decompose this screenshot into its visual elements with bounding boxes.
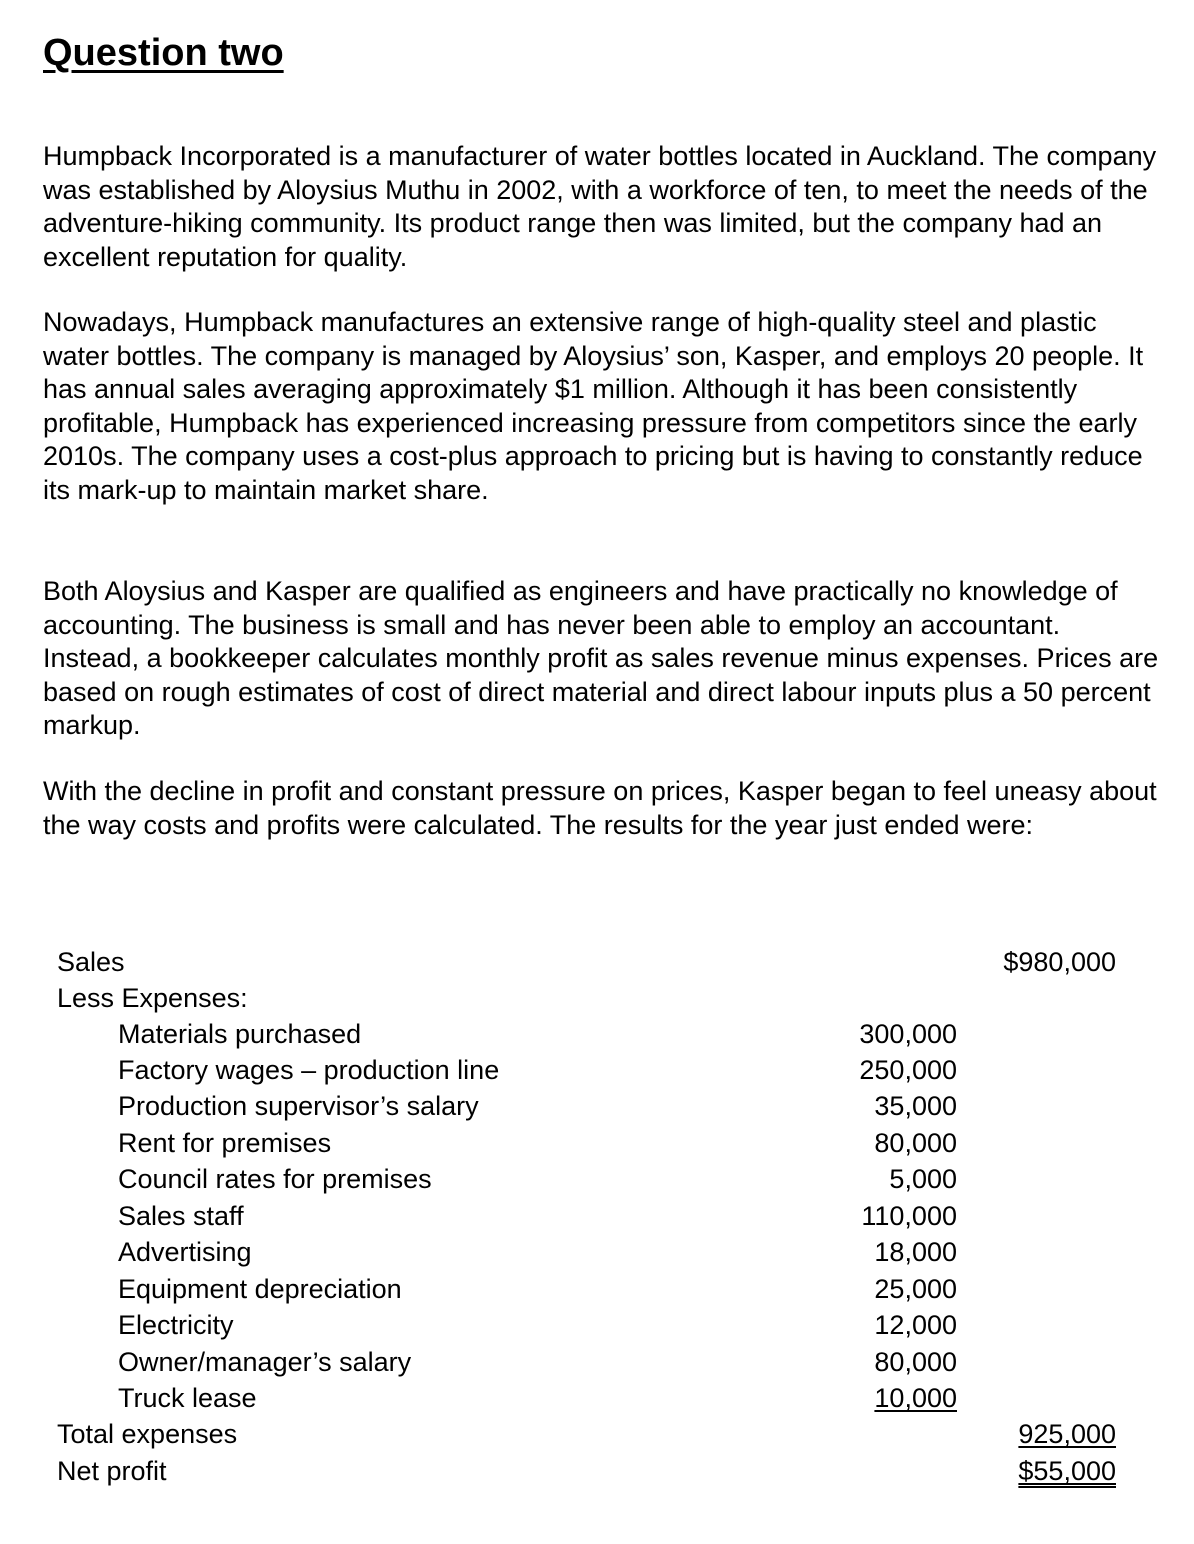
expense-label: Owner/manager’s salary	[118, 1347, 412, 1377]
expense-value: 80,000	[874, 1128, 957, 1158]
expense-value: 300,000	[859, 1019, 957, 1049]
expense-label: Electricity	[118, 1310, 234, 1340]
net-profit-label: Net profit	[57, 1456, 167, 1486]
paragraph-results-intro: With the decline in profit and constant pressure on prices, Kasper began to feel uneasy about the way costs and profits were calculated. The results for the year just ended were:	[43, 776, 1157, 840]
expense-label: Rent for premises	[118, 1128, 332, 1158]
expense-row	[0, 1234, 1194, 1270]
paragraph-current-situation: Nowadays, Humpback manufactures an extensive range of high-quality steel and plastic water bottles. The company is managed by Aloysius’ son, Kasper, and employs 20 people. It has annual sales averaging approximately $1 million. Although it has been consistently profitable, Humpback has experienced increasing pressure from competitors since the early 2010s. The company uses a cost-plus approach to pricing but is having to constantly reduce its mark-up to maintain market share.	[43, 307, 1144, 505]
total-expenses-value: 925,000	[1018, 1419, 1116, 1449]
expense-label: Materials purchased	[118, 1019, 362, 1049]
less-expenses-row	[0, 980, 1194, 1016]
sales-label: Sales	[57, 947, 125, 977]
expense-label: Production supervisor’s salary	[118, 1091, 479, 1121]
expense-value: 5,000	[889, 1164, 957, 1194]
expense-value: 250,000	[859, 1055, 957, 1085]
expense-value: 25,000	[874, 1274, 957, 1304]
paragraph-company-background: Humpback Incorporated is a manufacturer of water bottles located in Auckland. The company was established by Aloysius Muthu in 2002, with a workforce of ten, to meet the needs of the adventure-hiking community. Its product range then was limited, but the company had an excellent reputation for quality.	[43, 141, 1157, 272]
expense-label: Council rates for premises	[118, 1164, 432, 1194]
net-profit-value: $55,000	[1018, 1456, 1116, 1486]
expense-row	[0, 1161, 1194, 1197]
net-profit-row	[0, 1453, 1194, 1489]
total-expenses-row	[0, 1416, 1194, 1452]
expense-label: Equipment depreciation	[118, 1274, 402, 1304]
sales-value: $980,000	[1003, 947, 1116, 977]
expense-value: 110,000	[861, 1201, 957, 1231]
expense-row	[0, 1125, 1194, 1161]
expense-row	[0, 1198, 1194, 1234]
total-expenses-label: Total expenses	[57, 1419, 238, 1449]
paragraph-accounting-knowledge: Both Aloysius and Kasper are qualified as engineers and have practically no knowledge of accounting. The business is small and has never been able to employ an accountant. Instead, a bookkeeper calculates monthly profit as sales revenue minus expenses. Prices are based on rough estimates of cost of direct material and direct labour inputs plus a 50 percent markup.	[43, 576, 1159, 740]
sales-row	[0, 944, 1194, 980]
expense-value: 12,000	[874, 1310, 957, 1340]
expense-row	[0, 1380, 1194, 1416]
expense-row	[0, 1307, 1194, 1343]
expense-row	[0, 1052, 1194, 1088]
expense-label: Factory wages – production line	[118, 1055, 500, 1085]
expense-value: 18,000	[874, 1237, 957, 1267]
less-expenses-label: Less Expenses:	[57, 983, 248, 1013]
expense-row	[0, 1016, 1194, 1052]
expense-row	[0, 1344, 1194, 1380]
expense-row	[0, 1271, 1194, 1307]
expense-label: Truck lease	[118, 1383, 257, 1413]
expense-row	[0, 1088, 1194, 1124]
expense-value: 80,000	[874, 1347, 957, 1377]
expense-label: Sales staff	[118, 1201, 244, 1231]
expense-label: Advertising	[118, 1237, 252, 1267]
page-title: Question two	[43, 32, 284, 74]
expense-value: 10,000	[874, 1383, 957, 1413]
expense-value: 35,000	[874, 1091, 957, 1121]
